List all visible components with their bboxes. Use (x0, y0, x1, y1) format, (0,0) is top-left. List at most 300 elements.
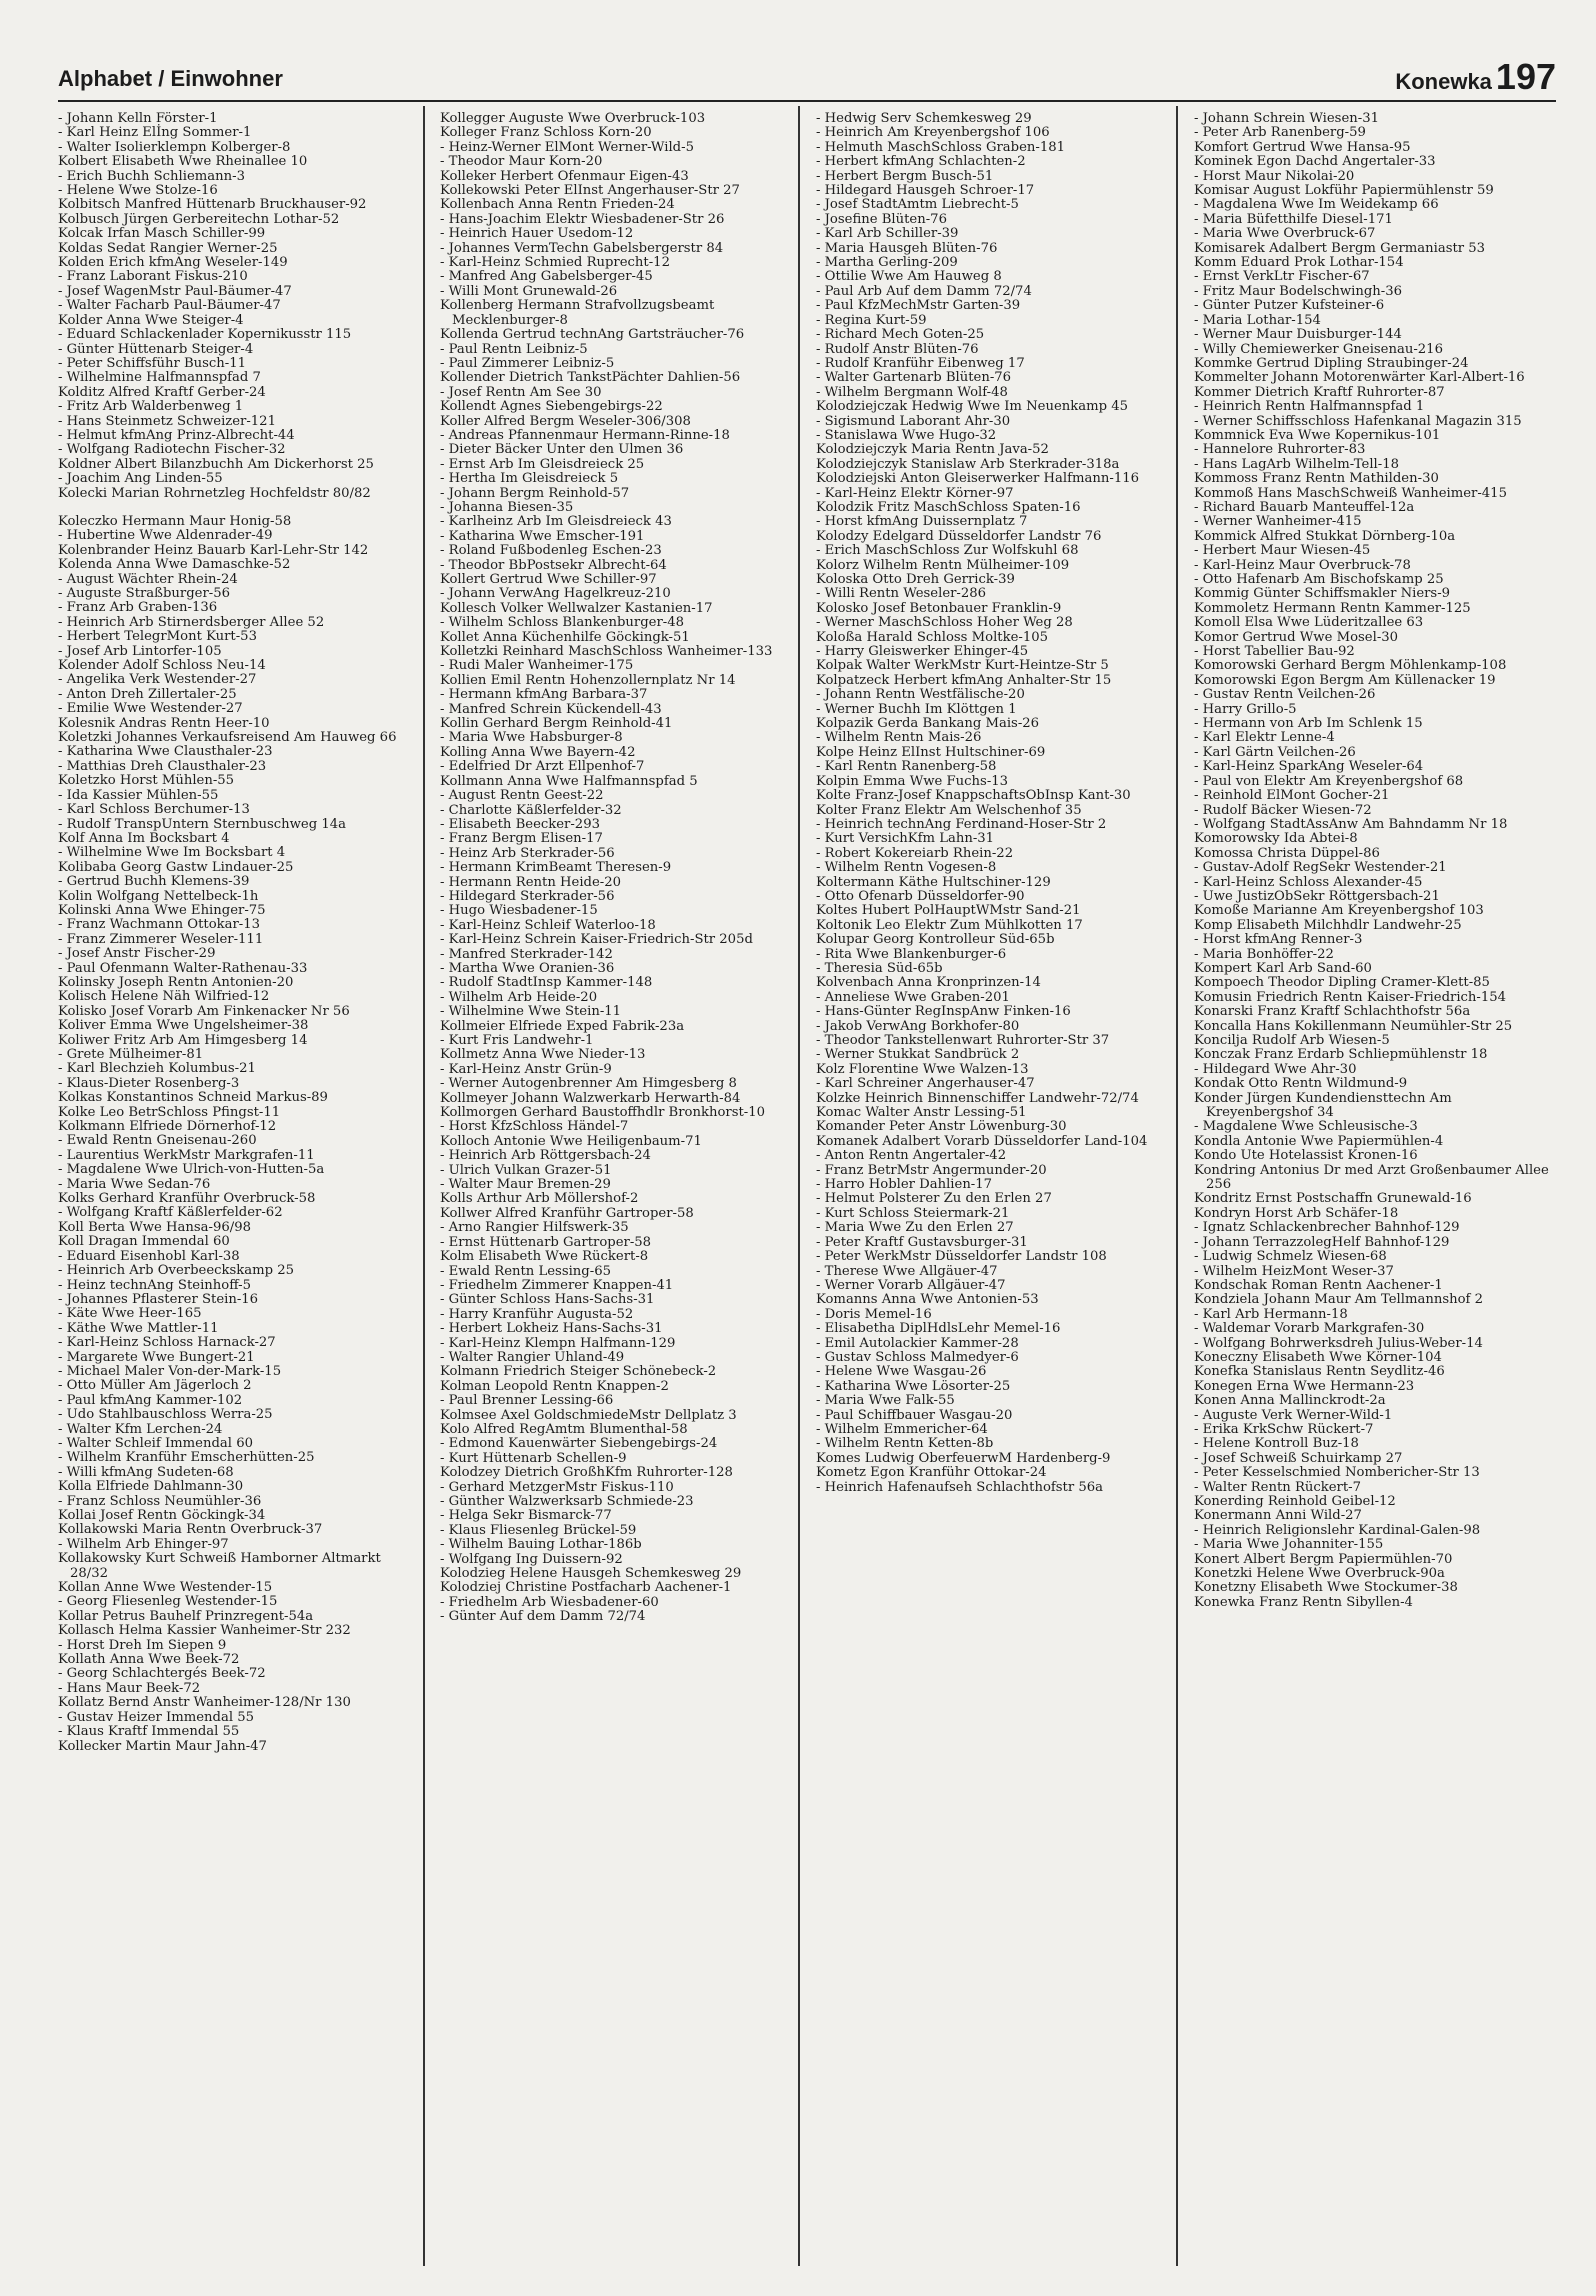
directory-entry: - Hugo Wiesbadener-15 (440, 903, 598, 919)
directory-entry: Konegen Erna Wwe Hermann-23 (1194, 1378, 1415, 1394)
directory-entry: Kondziela Johann Maur Am Tellmannshof 2 (1194, 1292, 1483, 1308)
directory-entry: Kollert Gertrud Wwe Schiller-97 (440, 572, 657, 587)
directory-entry: - Hans-Joachim Elektr Wiesbadener-Str 26 (440, 211, 725, 227)
directory-entry: - Herbert kfmAng Schlachten-2 (816, 154, 1026, 170)
directory-entry: - Karl-Heinz Elektr Körner-97 (816, 485, 1014, 501)
directory-entry: - Wilhelm Arb Heide-20 (440, 989, 598, 1005)
directory-entry: - Magdalene Wwe Ulrich-von-Hutten-5a (58, 1162, 325, 1178)
directory-entry: - Walter Maur Bremen-29 (440, 1177, 611, 1193)
directory-entry: - Roland Fußbodenleg Eschen-23 (440, 543, 662, 559)
directory-entry: Kondla Antonie Wwe Papiermühlen-4 (1194, 1133, 1444, 1149)
directory-entry: - Martha Wwe Oranien-36 (440, 960, 615, 976)
directory-entry: - Robert Kokereiarb Rhein-22 (816, 845, 1014, 861)
directory-entry: - Maria Wwe Falk-55 (816, 1393, 955, 1409)
directory-entry: Kollender Dietrich TankstPächter Dahlien-56 (440, 370, 741, 386)
directory-entry: - Wilhelm Rentn Vogesen-8 (816, 860, 997, 876)
directory-entry: - Karl-Heinz SparkAng Weseler-64 (1194, 759, 1424, 775)
directory-entry: Kolecki Marian Rohrnetzleg Hochfeldstr 80/82 (58, 485, 371, 501)
directory-entry: Kolter Franz Elektr Am Welschenhof 35 (816, 802, 1082, 818)
directory-entry: Kollesch Volker Wellwalzer Kastanien-17 (440, 600, 713, 616)
directory-entry: - Maria Wwe Habsburger-8 (440, 730, 623, 746)
column-2 (440, 112, 800, 2272)
directory-entry: - Jakob VerwAng Borkhofer-80 (816, 1018, 1020, 1034)
directory-entry: - Wilhelmine Halfmannspfad 7 (58, 370, 261, 386)
directory-entry: - Anneliese Wwe Graben-201 (816, 989, 1010, 1005)
directory-entry: - Heinz technAng Steinhoff-5 (58, 1277, 251, 1293)
directory-entry: - Wolfgang Radiotechn Fischer-32 (58, 442, 286, 458)
directory-entry: Komoll Elsa Wwe Lüderitzallee 63 (1194, 615, 1424, 631)
directory-entry: - Heinrich Arb Overbeeckskamp 25 (58, 1263, 295, 1279)
directory-entry: Kolla Elfriede Dahlmann-30 (58, 1479, 244, 1495)
directory-entry: - Ewald Rentn Lessing-65 (440, 1263, 611, 1279)
directory-entry: - Franz Schloss Neumühler-36 (58, 1493, 262, 1509)
directory-entry: - Heinrich Hauer Usedom-12 (440, 226, 634, 242)
directory-entry: - Angelika Verk Westender-27 (58, 672, 257, 688)
directory-entry: - Gustav-Adolf RegSekr Westender-21 (1194, 860, 1447, 876)
directory-entry: Kolosko Josef Betonbauer Franklin-9 (816, 600, 1062, 616)
directory-entry: Komp Elisabeth Milchhdlr Landwehr-25 (1194, 917, 1462, 933)
directory-entry: - Ulrich Vulkan Grazer-51 (440, 1162, 612, 1178)
directory-entry: - Helmut Polsterer Zu den Erlen 27 (816, 1191, 1052, 1207)
directory-entry: Komisarek Adalbert Bergm Germaniastr 53 (1194, 240, 1486, 256)
directory-entry: Kondak Otto Rentn Wildmund-9 (1194, 1076, 1408, 1092)
directory-entry: - Karl-Heinz Schloss Alexander-45 (1194, 874, 1423, 890)
column-3 (816, 112, 1176, 2272)
directory-entry: - Sigismund Laborant Ahr-30 (816, 413, 1011, 429)
directory-entry: - Hermann KrimBeamt Theresen-9 (440, 860, 672, 876)
directory-entry: - Paul KfzMechMstr Garten-39 (816, 298, 1021, 314)
directory-entry: - Wilhelm Arb Ehinger-97 (58, 1536, 229, 1552)
directory-entry: - Wolfgang StadtAssAnw Am Bahndamm Nr 18 (1194, 816, 1508, 832)
directory-entry: - Udo Stahlbauschloss Werra-25 (58, 1407, 273, 1423)
directory-entry: Kolinsky Joseph Rentn Antonien-20 (58, 974, 294, 990)
directory-entry: - Karl Rentn Ranenberg-58 (816, 759, 997, 775)
directory-entry: - Wilhelmine Wwe Stein-11 (440, 1004, 622, 1020)
directory-entry: - Johanna Biesen-35 (440, 499, 574, 515)
directory-entry: - Hildegard Hausgeh Schroer-17 (816, 183, 1035, 199)
directory-entry: - Friedhelm Arb Wiesbadener-60 (440, 1594, 659, 1610)
directory-entry: Kollenberg Hermann Strafvollzugsbeamt Mecklenburger-8 (440, 298, 715, 328)
directory-entry: - Karlheinz Arb Im Gleisdreieck 43 (440, 514, 672, 530)
directory-entry: - Franz Laborant Fiskus-210 (58, 269, 248, 285)
directory-entry: Konetzny Elisabeth Wwe Stockumer-38 (1194, 1580, 1458, 1596)
directory-entry: Koller Alfred Bergm Weseler-306/308 (440, 413, 691, 429)
directory-entry: - Katharina Wwe Clausthaler-23 (58, 744, 273, 760)
directory-entry: - Hans LagArb Wilhelm-Tell-18 (1194, 456, 1399, 472)
directory-entry: - Wilhelm Bergmann Wolf-48 (816, 384, 1008, 400)
directory-entry: - Walter Schleif Immendal 60 (58, 1435, 253, 1451)
directory-entry: Kolpak Walter WerkMstr Kurt-Heintze-Str 5 (816, 658, 1109, 674)
directory-entry: - Franz BetrMstr Angermunder-20 (816, 1162, 1047, 1178)
running-head (1395, 56, 1556, 98)
directory-entry: - Heinrich Arb Stirnerdsberger Allee 52 (58, 614, 325, 630)
directory-entry: Kollwer Alfred Kranführ Gartroper-58 (440, 1205, 694, 1221)
directory-entry: Konert Albert Bergm Papiermühlen-70 (1194, 1551, 1453, 1567)
directory-entry: Koncilja Rudolf Arb Wiesen-5 (1194, 1033, 1390, 1048)
directory-entry: Kolpe Heinz ElInst Hultschiner-69 (816, 744, 1046, 760)
directory-entry: - Maria Wwe Johanniter-155 (1194, 1537, 1384, 1553)
directory-entry: - Horst KfzSchloss Händel-7 (440, 1119, 629, 1135)
directory-entry: - Käte Wwe Heer-165 (58, 1306, 202, 1322)
directory-entry: Kollegger Auguste Wwe Overbruck-103 (440, 112, 706, 126)
directory-entry: Kolisch Helene Näh Wilfried-12 (58, 989, 270, 1005)
directory-entry: - Karl Schloss Berchumer-13 (58, 802, 250, 818)
directory-entry: - Kurt Fris Landwehr-1 (440, 1033, 594, 1048)
directory-entry: - Richard Bauarb Manteuffel-12a (1194, 499, 1415, 515)
directory-entry: - Joachim Ang Linden-55 (58, 471, 223, 487)
directory-entry: - Harry Kranführ Augusta-52 (440, 1306, 634, 1322)
directory-entry: - Harry Grillo-5 (1194, 701, 1297, 717)
directory-entry: - Horst Tabellier Bau-92 (1194, 644, 1355, 660)
directory-entry: - Walter Rangier Uhland-49 (440, 1349, 625, 1365)
directory-entry: - Helga Sekr Bismarck-77 (440, 1508, 612, 1524)
directory-entry: - Günther Walzwerksarb Schmiede-23 (440, 1494, 694, 1509)
directory-entry: Kolo Alfred RegAmtm Blumenthal-58 (440, 1421, 688, 1437)
directory-entry: Kominek Egon Dachd Angertaler-33 (1194, 154, 1436, 170)
directory-entry: Kolbitsch Manfred Hüttenarb Bruckhauser-92 (58, 197, 367, 213)
directory-entry: Kommick Alfred Stukkat Dörnberg-10a (1194, 528, 1456, 544)
directory-entry: - Gustav Schloss Malmedyer-6 (816, 1349, 1019, 1365)
directory-entry: - Heinrich Arb Röttgersbach-24 (440, 1148, 651, 1164)
directory-entry: - Elisabetha DiplHdlsLehr Memel-16 (816, 1321, 1061, 1337)
directory-entry: - Hertha Im Gleisdreieck 5 (440, 471, 619, 487)
directory-entry: - Friedhelm Zimmerer Knappen-41 (440, 1277, 674, 1293)
directory-entry: Kollecker Martin Maur Jahn-47 (58, 1738, 267, 1754)
directory-entry: - Heinz-Werner ElMont Werner-Wild-5 (440, 139, 694, 155)
directory-entry: Kompoech Theodor Dipling Cramer-Klett-85 (1194, 975, 1490, 991)
directory-entry: - Werner Schiffsschloss Hafenkanal Magazin 315 (1194, 413, 1522, 429)
directory-entry: Komanns Anna Wwe Antonien-53 (816, 1292, 1039, 1308)
directory-entry: - Willi Rentn Weseler-286 (816, 586, 987, 602)
directory-entry: - Günter Auf dem Damm 72/74 (440, 1609, 646, 1625)
directory-entry: - Karl Elektr Lenne-4 (1194, 730, 1335, 746)
directory-entry: Kondring Antonius Dr med Arzt Großenbaumer Allee 256 (1194, 1162, 1549, 1193)
directory-entry: Kolz Florentine Wwe Walzen-13 (816, 1061, 1029, 1077)
directory-entry: - Rudolf Kranführ Eibenweg 17 (816, 355, 1025, 371)
directory-entry: - Werner Autogenbrenner Am Himgesberg 8 (440, 1076, 737, 1092)
directory-entry: - Margarete Wwe Bungert-21 (58, 1349, 255, 1365)
directory-entry: - Werner MaschSchloss Hoher Weg 28 (816, 615, 1073, 631)
directory-entry: - Ignatz Schlackenbrecher Bahnhof-129 (1194, 1220, 1460, 1236)
directory-entry: - August Rentn Geest-22 (440, 788, 604, 804)
directory-entry: - Reinhold ElMont Gocher-21 (1194, 788, 1390, 804)
directory-entry: Komor Gertrud Wwe Mosel-30 (1194, 629, 1399, 645)
directory-entry: - Elisabeth Beecker-293 (440, 816, 600, 832)
directory-entry: - Karl Schreiner Angerhauser-47 (816, 1076, 1035, 1092)
directory-entry: - Karl-Heinz Klempn Halfmann-129 (440, 1335, 676, 1351)
directory-entry: Konermann Anni Wild-27 (1194, 1508, 1362, 1524)
directory-entry: Kolodzieg Helene Hausgeh Schemkesweg 29 (440, 1566, 742, 1582)
directory-entry: - Helene Kontroll Buz-18 (1194, 1436, 1359, 1452)
directory-entry: - Werner Wanheimer-415 (1194, 514, 1362, 530)
directory-entry: Kommoletz Hermann Rentn Kammer-125 (1194, 600, 1471, 616)
directory-entry: - Herbert Maur Wiesen-45 (1194, 543, 1371, 559)
directory-entry: - Ida Kassier Mühlen-55 (58, 787, 219, 803)
directory-entry: - Wilhelmine Wwe Im Bocksbart 4 (58, 845, 286, 861)
directory-entry: - Gerhard MetzgerMstr Fiskus-110 (440, 1479, 674, 1495)
directory-entry: - Kurt Schloss Steiermark-21 (816, 1205, 1010, 1221)
directory-entry: Kolenda Anna Wwe Damaschke-52 (58, 557, 291, 573)
directory-entry: - Theodor BbPostsekr Albrecht-64 (440, 557, 667, 573)
directory-entry: Kollien Emil Rentn Hohenzollernplatz Nr 14 (440, 672, 736, 688)
directory-entry: Konewka Franz Rentn Sibyllen-4 (1194, 1594, 1413, 1610)
directory-entry: Koltonik Leo Elektr Zum Mühlkotten 17 (816, 917, 1083, 933)
directory-entry: - Theodor Maur Korn-20 (440, 154, 603, 170)
directory-entry: - Wilhelm Kranführ Emscherhütten-25 (58, 1450, 315, 1466)
directory-entry: Kolzke Heinrich Binnenschiffer Landwehr-72/74 (816, 1090, 1139, 1106)
directory-entry: Komes Ludwig OberfeuerwM Hardenberg-9 (816, 1450, 1111, 1466)
directory-entry: - Karl-Heinz Anstr Grün-9 (440, 1061, 612, 1077)
directory-entry: Kommelter Johann Motorenwärter Karl-Albert-16 (1194, 370, 1525, 386)
directory-entry: - Gustav Rentn Veilchen-26 (1194, 687, 1376, 703)
directory-entry: - Hans Steinmetz Schweizer-121 (58, 413, 276, 429)
directory-entry: - Martha Gerling-209 (816, 255, 958, 271)
directory-columns (58, 112, 1556, 2272)
directory-entry: - Hermann Rentn Heide-20 (440, 874, 622, 890)
directory-entry: Kolibaba Georg Gastw Lindauer-25 (58, 859, 294, 875)
directory-entry: Kometz Egon Kranführ Ottokar-24 (816, 1465, 1047, 1481)
directory-entry: - Wolfgang Kraftf Käßlerfelder-62 (58, 1205, 283, 1221)
directory-entry: Kolkmann Elfriede Dörnerhof-12 (58, 1119, 277, 1135)
directory-entry: - Auguste Straßburger-56 (58, 586, 230, 601)
directory-entry: - Hermann kfmAng Barbara-37 (440, 687, 648, 703)
directory-entry: Koletzki Johannes Verkaufsreisend Am Hauweg 66 (58, 730, 397, 746)
directory-entry: - August Wächter Rhein-24 (58, 571, 238, 587)
directory-entry: - Theodor Tankstellenwart Ruhrorter-Str 37 (816, 1033, 1110, 1048)
directory-entry: - Otto Hafenarb Am Bischofskamp 25 (1194, 572, 1444, 587)
directory-entry: - Paul kfmAng Kammer-102 (58, 1392, 243, 1408)
directory-entry: Kommke Gertrud Dipling Straubinger-24 (1194, 355, 1469, 371)
column-divider (423, 106, 425, 2266)
directory-entry: Kommnick Eva Wwe Kopernikus-101 (1194, 427, 1441, 443)
directory-entry: Kollmorgen Gerhard Baustoffhdlr Bronkhorst-10 (440, 1105, 766, 1121)
directory-entry: - Helmut kfmAng Prinz-Albrecht-44 (58, 427, 295, 443)
directory-entry: - Anton Rentn Angertaler-42 (816, 1148, 1007, 1164)
directory-entry: Kommoß Hans MaschSchweiß Wanheimer-415 (1194, 485, 1507, 501)
directory-entry: Kolodziejczyk Stanislaw Arb Sterkrader-318a (816, 456, 1120, 472)
directory-entry: Konen Anna Mallinckrodt-2a (1194, 1393, 1386, 1409)
directory-entry: - Ludwig Schmelz Wiesen-68 (1194, 1249, 1387, 1265)
directory-entry: - Walter Rentn Rückert-7 (1194, 1479, 1361, 1495)
directory-entry: Kolin Wolfgang Nettelbeck-1h (58, 888, 259, 904)
directory-entry: - Rudolf TranspUntern Sternbuschweg 14a (58, 816, 346, 832)
directory-entry: - Willi Mont Grunewald-26 (440, 283, 618, 299)
directory-entry: Kolman Leopold Rentn Knappen-2 (440, 1378, 669, 1394)
directory-entry: Kolcak Irfan Masch Schiller-99 (58, 226, 266, 242)
directory-entry: - Peter WerkMstr Düsseldorfer Landstr 108 (816, 1249, 1107, 1265)
directory-entry: - Manfred Ang Gabelsberger-45 (440, 269, 653, 285)
directory-entry: - Hannelore Ruhrorter-83 (1194, 442, 1366, 458)
directory-entry: Koleczko Hermann Maur Honig-58 (58, 513, 292, 529)
directory-entry: - Karl-Heinz Schloss Harnack-27 (58, 1335, 276, 1351)
directory-entry: Konerding Reinhold Geibel-12 (1194, 1494, 1396, 1509)
directory-entry: - Herbert Lokheiz Hans-Sachs-31 (440, 1321, 663, 1337)
directory-entry: Kolbert Elisabeth Wwe Rheinallee 10 (58, 154, 308, 170)
directory-entry: - Helene Wwe Stolze-16 (58, 183, 218, 199)
directory-entry: - Johann Kelln Förster-1 (58, 112, 218, 126)
directory-entry: - Harry Gleiswerker Ehinger-45 (816, 644, 1029, 660)
directory-entry: Kollendt Agnes Siebengebirgs-22 (440, 399, 663, 415)
directory-entry: Kolodziej Christine Postfacharb Aachener-1 (440, 1580, 732, 1596)
directory-entry: - Josef Schweiß Schuirkamp 27 (1194, 1450, 1403, 1466)
directory-entry: - Walter Facharb Paul-Bäumer-47 (58, 298, 281, 314)
directory-entry: - Erich Buchh Schliemann-3 (58, 168, 245, 184)
directory-entry: - Werner Maur Duisburger-144 (1194, 327, 1402, 343)
directory-entry: - Kurt VersichKfm Lahn-31 (816, 831, 995, 847)
directory-entry: - Karl-Heinz Schleif Waterloo-18 (440, 917, 656, 933)
directory-entry: Komusin Friedrich Rentn Kaiser-Friedrich-154 (1194, 989, 1507, 1005)
directory-entry: Kolf Anna Im Bocksbart 4 (58, 830, 230, 846)
directory-entry: - Helene Wwe Wasgau-26 (816, 1364, 987, 1380)
directory-entry: Kompert Karl Arb Sand-60 (1194, 960, 1372, 976)
directory-entry: - Karl Arb Schiller-39 (816, 226, 959, 242)
directory-entry: - Rudi Maler Wanheimer-175 (440, 658, 634, 674)
directory-entry: - Käthe Wwe Mattler-11 (58, 1320, 219, 1336)
directory-entry: - Matthias Dreh Clausthaler-23 (58, 758, 267, 774)
directory-entry: - Ottilie Wwe Am Hauweg 8 (816, 269, 1002, 285)
directory-entry: Kollakowsky Kurt Schweiß Hamborner Altmarkt 28/32 (58, 1551, 381, 1581)
directory-entry: - Rudolf Anstr Blüten-76 (816, 341, 979, 357)
directory-entry: - Eduard Schlackenlader Kopernikusstr 115 (58, 327, 352, 343)
directory-entry: - Emil Autolackier Kammer-28 (816, 1335, 1019, 1351)
directory-entry: - Erich MaschSchloss Zur Wolfskuhl 68 (816, 543, 1079, 559)
directory-entry: Konczak Franz Erdarb Schliepmühlenstr 18 (1194, 1047, 1488, 1063)
directory-entry: - Heinrich Am Kreyenbergshof 106 (816, 125, 1050, 141)
directory-entry: - Wilhelm Rentn Mais-26 (816, 730, 982, 746)
directory-entry: Kolpin Emma Wwe Fuchs-13 (816, 773, 1009, 789)
directory-entry: - Maria Wwe Zu den Erlen 27 (816, 1220, 1014, 1236)
directory-entry: - Maria Wwe Overbruck-67 (1194, 226, 1376, 242)
directory-entry: - Paul Rentn Leibniz-5 (440, 341, 588, 357)
column-4 (1194, 112, 1554, 2272)
directory-entry: - Stanislawa Wwe Hugo-32 (816, 427, 997, 443)
directory-entry: - Maria Hausgeh Blüten-76 (816, 240, 998, 256)
directory-entry: - Uwe JustizObSekr Röttgersbach-21 (1194, 888, 1440, 904)
directory-entry: - Waldemar Vorarb Markgrafen-30 (1194, 1321, 1425, 1337)
directory-entry: Kollath Anna Wwe Beek-72 (58, 1652, 240, 1668)
directory-entry: - Heinrich Hafenaufseh Schlachthofstr 56a (816, 1479, 1103, 1495)
directory-entry: - Otto Müller Am Jägerloch 2 (58, 1378, 252, 1394)
directory-entry: Koliwer Fritz Arb Am Himgesberg 14 (58, 1032, 308, 1048)
directory-entry: - Maria Büfetthilfe Diesel-171 (1194, 211, 1393, 227)
directory-entry: Komfort Gertrud Wwe Hansa-95 (1194, 139, 1411, 155)
directory-entry: - Karl Arb Hermann-18 (1194, 1306, 1348, 1322)
directory-entry: - Josef Anstr Fischer-29 (58, 946, 216, 962)
directory-entry: Kolodziejczyk Maria Rentn Java-52 (816, 442, 1049, 458)
directory-entry: - Laurentius WerkMstr Markgrafen-11 (58, 1147, 315, 1163)
directory-entry: - Johannes VermTechn Gabelsbergerstr 84 (440, 240, 724, 256)
directory-entry: - Paul Ofenmann Walter-Rathenau-33 (58, 960, 308, 976)
directory-entry: Kollasch Helma Kassier Wanheimer-Str 232 (58, 1623, 351, 1639)
directory-entry: Kolvenbach Anna Kronprinzen-14 (816, 975, 1041, 991)
directory-entry: - Walter Gartenarb Blüten-76 (816, 370, 1012, 386)
directory-entry: - Eduard Eisenhobl Karl-38 (58, 1248, 240, 1264)
directory-entry: Koletzko Horst Mühlen-55 (58, 773, 235, 789)
directory-entry: Kollenda Gertrud technAng Gartsträucher-76 (440, 327, 745, 343)
directory-entry: Kolletzki Reinhard MaschSchloss Wanheimer-133 (440, 644, 773, 660)
directory-entry: - Dieter Bäcker Unter den Ulmen 36 (440, 442, 684, 458)
directory-entry: Kollmann Anna Wwe Halfmannspfad 5 (440, 773, 698, 789)
directory-entry: Kondryn Horst Arb Schäfer-18 (1194, 1205, 1399, 1221)
directory-entry: - Werner Vorarb Allgäuer-47 (816, 1277, 1006, 1293)
directory-entry: - Ernst Arb Im Gleisdreieck 25 (440, 456, 645, 472)
directory-entry: - Therese Wwe Allgäuer-47 (816, 1263, 998, 1279)
directory-entry: - Werner Buchh Im Klöttgen 1 (816, 701, 1017, 717)
directory-entry: Kolodzy Edelgard Düsseldorfer Landstr 76 (816, 528, 1102, 544)
directory-entry: - Heinrich Religionslehr Kardinal-Galen-98 (1194, 1522, 1481, 1538)
directory-entry: - Peter Kraftf Gustavsburger-31 (816, 1234, 1028, 1250)
directory-entry: Kolling Anna Wwe Bayern-42 (440, 744, 636, 760)
directory-entry: Koltes Hubert PolHauptWMstr Sand-21 (816, 903, 1081, 919)
directory-entry: - Magdalena Wwe Im Weidekamp 66 (1194, 197, 1439, 213)
directory-entry: - Emilie Wwe Westender-27 (58, 701, 243, 717)
directory-entry: - Andreas Pfannenmaur Hermann-Rinne-18 (440, 427, 730, 443)
directory-entry: Kolpazik Gerda Bankang Mais-26 (816, 716, 1040, 732)
directory-entry: - Ernst Hüttenarb Gartroper-58 (440, 1234, 652, 1250)
section-title: Alphabet / Einwohner (58, 66, 283, 91)
directory-entry: - Johann Schrein Wiesen-31 (1194, 112, 1379, 126)
directory-entry: - Karl Gärtn Veilchen-26 (1194, 744, 1356, 760)
directory-entry: - Wilhelm Rentn Ketten-8b (816, 1436, 994, 1452)
directory-entry: Kondschak Roman Rentn Aachener-1 (1194, 1277, 1443, 1293)
directory-entry: Kollekowski Peter ElInst Angerhauser-Str 27 (440, 183, 740, 199)
directory-entry: Kommoss Franz Rentn Mathilden-30 (1194, 471, 1439, 487)
directory-entry: - Günter Putzer Kufsteiner-6 (1194, 298, 1385, 314)
directory-entry: Kollan Anne Wwe Westender-15 (58, 1580, 273, 1596)
directory-entry: Kolodziejczak Hedwig Wwe Im Neuenkamp 45 (816, 399, 1129, 415)
directory-entry: - Richard Mech Goten-25 (816, 327, 985, 343)
directory-entry: - Gertrud Buchh Klemens-39 (58, 874, 250, 890)
directory-entry: Komoße Marianne Am Kreyenbergshof 103 (1194, 903, 1484, 919)
directory-entry: Kommer Dietrich Kraftf Ruhrorter-87 (1194, 384, 1445, 400)
directory-entry: - Peter Schiffsführ Busch-11 (58, 355, 247, 371)
directory-entry: Kolupar Georg Kontrolleur Süd-65b (816, 932, 1055, 948)
directory-entry: Kollin Gerhard Bergm Reinhold-41 (440, 716, 673, 732)
directory-entry: - Harro Hobler Dahlien-17 (816, 1177, 993, 1193)
page-number: 197 (1495, 56, 1556, 97)
directory-entry: Kolke Leo BetrSchloss Pfingst-11 (58, 1104, 281, 1120)
directory-entry: - Charlotte Käßlerfelder-32 (440, 802, 622, 818)
directory-entry: - Karl-Heinz Schrein Kaiser-Friedrich-Str 205d (440, 932, 753, 948)
entry-spacer (58, 501, 418, 515)
directory-entry: Kollar Petrus Bauhelf Prinzregent-54a (58, 1608, 314, 1624)
directory-entry: - Willi kfmAng Sudeten-68 (58, 1464, 234, 1480)
directory-entry: - Franz Zimmerer Weseler-111 (58, 931, 264, 947)
directory-entry: Kolorz Wilhelm Rentn Mülheimer-109 (816, 557, 1070, 573)
directory-entry: Kolden Erich kfmAng Weseler-149 (58, 255, 288, 271)
directory-entry: - Walter Kfm Lerchen-24 (58, 1421, 223, 1437)
directory-entry: - Hans Maur Beek-72 (58, 1680, 201, 1696)
directory-entry: Konarski Franz Kraftf Schlachthofstr 56a (1194, 1004, 1471, 1020)
directory-entry: - Auguste Verk Werner-Wild-1 (1194, 1407, 1393, 1423)
directory-entry: Kolkas Konstantinos Schneid Markus-89 (58, 1090, 328, 1106)
directory-entry: - Hildegard Sterkrader-56 (440, 888, 615, 904)
directory-entry: Kollmeyer Johann Walzwerkarb Herwarth-84 (440, 1090, 741, 1106)
directory-entry: - Wolfgang Bohrwerksdreh Julius-Weber-14 (1194, 1335, 1483, 1351)
column-1 (58, 112, 418, 2272)
directory-entry: - Heinz Arb Sterkrader-56 (440, 845, 615, 861)
directory-entry: Kollatz Bernd Anstr Wanheimer-128/Nr 130 (58, 1695, 351, 1711)
directory-entry: Kollmetz Anna Wwe Nieder-13 (440, 1047, 646, 1063)
directory-entry: - Peter Arb Ranenberg-59 (1194, 125, 1366, 141)
directory-entry: - Paul Arb Auf dem Damm 72/74 (816, 283, 1032, 299)
directory-entry: Kolodziejski Anton Gleiserwerker Halfmann-116 (816, 471, 1139, 487)
directory-entry: - Gustav Heizer Immendal 55 (58, 1709, 255, 1725)
directory-entry: Konefka Stanislaus Rentn Seydlitz-46 (1194, 1364, 1445, 1380)
directory-entry: - Josef WagenMstr Paul-Bäumer-47 (58, 283, 292, 299)
directory-entry: - Manfred Schrein Kückendell-43 (440, 701, 662, 717)
directory-entry: - Paul Brenner Lessing-66 (440, 1393, 614, 1409)
